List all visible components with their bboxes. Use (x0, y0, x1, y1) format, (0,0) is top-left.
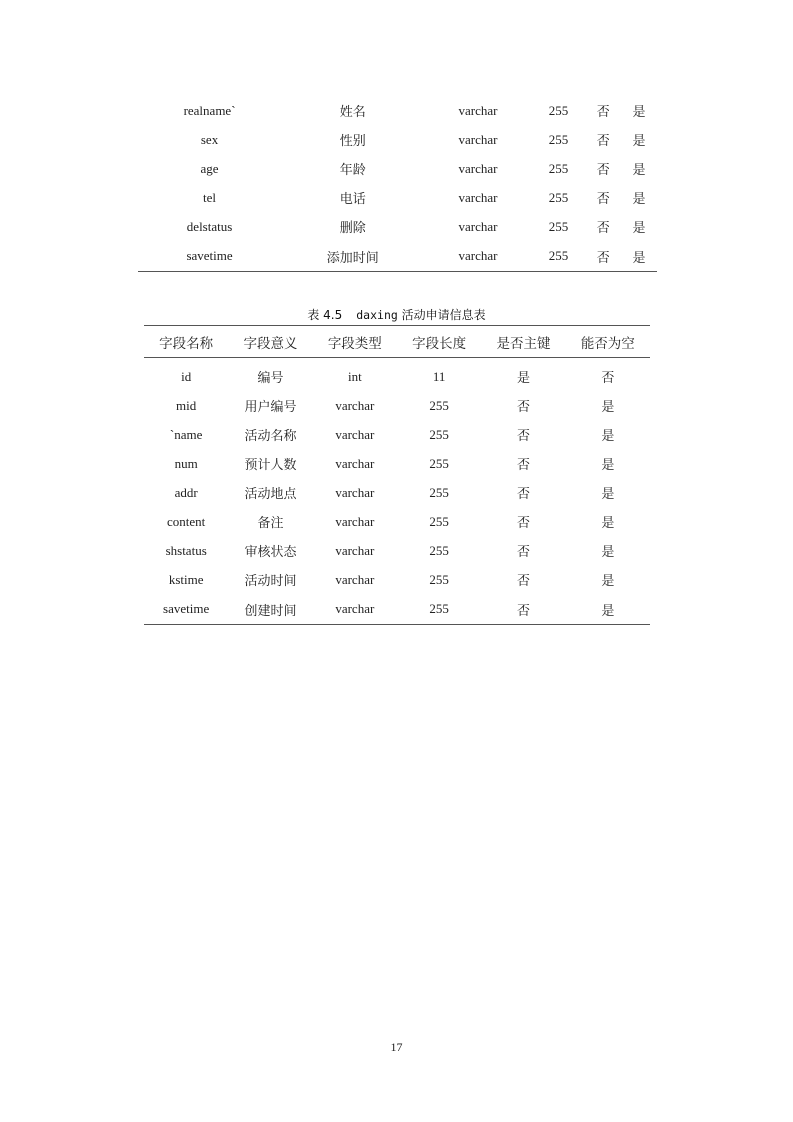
table-cell: int (347, 368, 362, 384)
table-cell: 添加时间 (326, 249, 379, 265)
table-cell: 预计人数 (244, 457, 297, 472)
table-cell: shstatus (165, 542, 207, 558)
table-cell: 活动名称 (244, 428, 297, 443)
table-row (138, 241, 657, 272)
table-cell: 255 (548, 160, 569, 176)
table-cell: 是 (601, 602, 615, 618)
table-cell: 否 (596, 220, 610, 235)
table-cell: 创建时间 (244, 602, 297, 618)
table-cell: 否 (516, 544, 530, 559)
table-cell: 255 (429, 571, 449, 587)
table-cell: 审核状态 (244, 544, 297, 559)
table-cell: content (167, 513, 206, 529)
table-cell: 否 (516, 399, 530, 414)
table-cell: 255 (429, 426, 449, 442)
table-row (138, 154, 657, 183)
table-cell: 否 (601, 370, 615, 385)
table-cell: 否 (596, 191, 610, 206)
table-cell: varchar (458, 189, 498, 205)
table-cell: 是 (601, 399, 615, 414)
column-header: 字段意义 (228, 326, 312, 358)
table-cell: 活动地点 (244, 486, 297, 501)
table-cell: id (181, 368, 192, 384)
table-cell: mid (176, 397, 197, 413)
table-cell: 否 (516, 515, 530, 530)
table-cell: 是 (632, 104, 646, 119)
table-row (138, 96, 657, 125)
table-cell: age (200, 160, 219, 176)
table-cell: 是 (601, 457, 615, 472)
table-cell: tel (203, 189, 217, 205)
table-cell: 255 (429, 601, 449, 616)
table-cell: 11 (432, 368, 446, 384)
table-row (138, 183, 657, 212)
table-cell: 否 (516, 428, 530, 443)
table-cell: 否 (516, 602, 530, 618)
column-header: 是否主键 (481, 326, 565, 358)
table-cell: 是 (601, 486, 615, 501)
table-cell: 是 (516, 370, 530, 385)
table-cell: 电话 (339, 191, 366, 206)
table-cell: varchar (458, 160, 498, 176)
table-row (144, 449, 650, 478)
column-header: 能否为空 (566, 326, 650, 358)
table-cell: varchar (335, 484, 375, 500)
table-cell: 否 (516, 457, 530, 472)
table-cell: num (174, 455, 198, 471)
table-row (144, 420, 650, 449)
column-header: 字段名称 (144, 326, 228, 358)
table-cell: 备注 (257, 515, 284, 530)
table-cell: 性别 (339, 133, 366, 148)
table-caption (0, 306, 793, 323)
table-row (144, 391, 650, 420)
table-cell: varchar (335, 542, 375, 558)
table-cell: 255 (548, 248, 569, 263)
table-row (138, 212, 657, 241)
table-cell: 255 (429, 484, 449, 500)
table-row (138, 125, 657, 154)
table-cell: addr (174, 484, 198, 500)
table-cell: 用户编号 (244, 399, 297, 414)
table-cell: 255 (429, 513, 449, 529)
table-cell: 是 (601, 573, 615, 588)
table-cell: 是 (601, 544, 615, 559)
table-cell: 否 (596, 133, 610, 148)
table-cell: varchar (335, 513, 375, 529)
table-cell: varchar (335, 397, 375, 413)
table-cell: 否 (596, 104, 610, 119)
table-cell: 删除 (339, 220, 366, 235)
table-cell: 255 (429, 397, 449, 413)
column-header: 字段长度 (397, 326, 481, 358)
table-cell: 255 (548, 218, 569, 234)
table-row (144, 565, 650, 594)
table-cell: varchar (335, 601, 375, 616)
table-cell: 是 (632, 133, 646, 148)
table-cell: 是 (632, 162, 646, 177)
table-row (144, 594, 650, 625)
table-header (144, 326, 650, 358)
table-row (144, 358, 650, 392)
table-row (144, 507, 650, 536)
table-cell: varchar (335, 426, 375, 442)
page-number: 17 (390, 1040, 403, 1054)
table-cell: 活动时间 (244, 573, 297, 588)
table-cell: 否 (516, 486, 530, 501)
caption-label: 表 4.5 (307, 308, 343, 322)
table-cell: varchar (458, 102, 498, 118)
table-cell: 否 (596, 249, 610, 265)
table-cell: 否 (596, 162, 610, 177)
table-body (144, 358, 650, 625)
caption-title: 活动申请信息表 (401, 308, 486, 322)
table-cell: 姓名 (339, 104, 366, 119)
table-cell: 255 (548, 189, 569, 205)
table-cell: 否 (516, 573, 530, 588)
activity-application-table (144, 325, 650, 625)
column-header: 字段类型 (313, 326, 397, 358)
table-cell: realname` (183, 102, 236, 118)
table-row (144, 478, 650, 507)
table-cell: varchar (458, 248, 498, 263)
table-continuation (138, 96, 657, 272)
table-cell: 255 (548, 102, 569, 118)
table-cell: 255 (548, 131, 569, 147)
table-cell: 编号 (257, 370, 284, 385)
table-cell: 是 (601, 515, 615, 530)
table-cell: `name (169, 426, 203, 442)
table-body (138, 96, 657, 272)
table-cell: kstime (168, 571, 204, 587)
caption-code: daxing (356, 308, 398, 322)
table-cell: 年龄 (339, 162, 366, 177)
table-cell: varchar (335, 455, 375, 471)
table-row (144, 536, 650, 565)
table-cell: 是 (632, 220, 646, 235)
table-header-row (144, 326, 650, 358)
table-cell: 是 (601, 428, 615, 443)
table-cell: 255 (429, 542, 449, 558)
table-cell: savetime (163, 601, 210, 616)
table-cell: 255 (429, 455, 449, 471)
table-cell: delstatus (186, 218, 233, 234)
table-cell: savetime (186, 248, 233, 263)
table-cell: sex (200, 131, 219, 147)
table-cell: varchar (458, 218, 498, 234)
table-cell: varchar (335, 571, 375, 587)
table-cell: 是 (632, 249, 646, 265)
table-cell: 是 (632, 191, 646, 206)
table-cell: varchar (458, 131, 498, 147)
